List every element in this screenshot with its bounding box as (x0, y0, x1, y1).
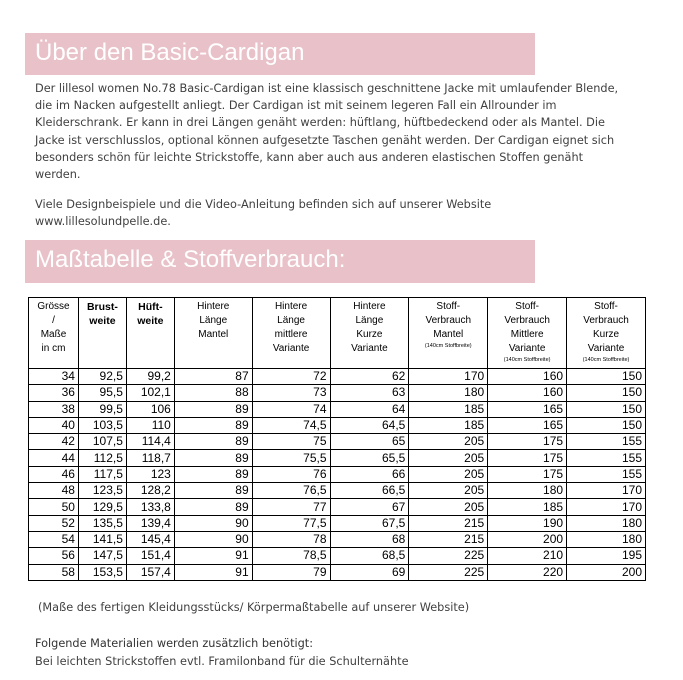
table-cell: 99,5 (78, 401, 126, 417)
table-cell: 42 (29, 434, 79, 450)
table-cell: 78,5 (252, 548, 330, 564)
table-cell: 67 (330, 499, 409, 515)
table-cell: 68,5 (330, 548, 409, 564)
table-cell: 110 (126, 417, 174, 433)
column-header-line: Stoff- (515, 301, 539, 312)
table-cell: 52 (29, 515, 79, 531)
table-cell: 205 (409, 450, 488, 466)
table-row (29, 385, 646, 401)
table-cell: 89 (174, 466, 252, 482)
table-cell: 170 (567, 483, 646, 499)
table-cell: 73 (252, 385, 330, 401)
table-cell: 74 (252, 401, 330, 417)
column-header-line: Hintere (274, 301, 308, 312)
table-cell: 106 (126, 401, 174, 417)
table-cell: 95,5 (78, 385, 126, 401)
table-cell: 180 (567, 531, 646, 547)
table-cell: 99,2 (126, 369, 174, 385)
table-cell: 133,8 (126, 499, 174, 515)
table-row (29, 483, 646, 499)
table-cell: 56 (29, 548, 79, 564)
table-cell: 165 (488, 401, 567, 417)
column-header-line: Mantel (433, 329, 464, 340)
table-cell: 145,4 (126, 531, 174, 547)
column-header-line: Brust- (86, 301, 118, 313)
column-header (29, 298, 79, 369)
column-header-line: Mittlere (510, 329, 544, 340)
table-cell: 180 (488, 483, 567, 499)
table-cell: 123,5 (78, 483, 126, 499)
column-header-line: Variante (508, 343, 546, 354)
table-cell: 150 (567, 401, 646, 417)
column-header-line: Länge (199, 315, 228, 326)
table-cell: 77 (252, 499, 330, 515)
table-cell: 64,5 (330, 417, 409, 433)
column-header-line: Variante (351, 343, 388, 354)
table-cell: 89 (174, 434, 252, 450)
table-row (29, 450, 646, 466)
table-cell: 210 (488, 548, 567, 564)
table-cell: 90 (174, 531, 252, 547)
website-paragraph (35, 196, 655, 230)
column-header-line: Variante (587, 343, 625, 354)
column-header (567, 298, 646, 369)
table-cell: 46 (29, 466, 79, 482)
table-row (29, 515, 646, 531)
table-row (29, 434, 646, 450)
table-cell: 153,5 (78, 564, 126, 580)
table-cell: 157,4 (126, 564, 174, 580)
intro-line: werden. (35, 168, 81, 182)
column-header (409, 298, 488, 369)
table-cell: 185 (488, 499, 567, 515)
table-cell: 195 (567, 548, 646, 564)
table-cell: 58 (29, 564, 79, 580)
table-cell: 89 (174, 499, 252, 515)
table-footnote: (Maße des fertigen Kleidungsstücks/ Körpermaßtabelle auf unserer Website) (38, 601, 470, 614)
table-cell: 225 (409, 564, 488, 580)
table-cell: 215 (409, 531, 488, 547)
column-header-line: Grösse (37, 301, 70, 312)
table-cell: 69 (330, 564, 409, 580)
table-cell: 150 (567, 385, 646, 401)
table-cell: 48 (29, 483, 79, 499)
table-cell: 91 (174, 564, 252, 580)
table-cell: 76 (252, 466, 330, 482)
table-cell: 40 (29, 417, 79, 433)
intro-line: Der lillesol women No.78 Basic-Cardigan ist eine klassisch geschnittene Jacke mit umlaufender Blende, (35, 82, 619, 95)
table-cell: 103,5 (78, 417, 126, 433)
column-header-line: in cm (41, 343, 66, 354)
table-cell: 114,4 (126, 434, 174, 450)
column-header-line: Maße (40, 329, 67, 340)
table-cell: 66 (330, 466, 409, 482)
table-cell: 75,5 (252, 450, 330, 466)
table-cell: 185 (409, 417, 488, 433)
table-cell: 89 (174, 450, 252, 466)
table-cell: 63 (330, 385, 409, 401)
table-cell: 205 (409, 466, 488, 482)
table-cell: 129,5 (78, 499, 126, 515)
table-cell: 180 (567, 515, 646, 531)
intro-line: Jacke ist verschlusslos, optional können aufgesetzte Taschen genäht werden. Der Cardigan eignet sich (35, 133, 615, 147)
column-header-line: / (52, 315, 55, 326)
table-cell: 36 (29, 385, 79, 401)
table-cell: 62 (330, 369, 409, 385)
table-cell: 64 (330, 401, 409, 417)
table-cell: 205 (409, 483, 488, 499)
column-header (488, 298, 567, 369)
table-row (29, 417, 646, 433)
table-cell: 147,5 (78, 548, 126, 564)
table-cell: 200 (567, 564, 646, 580)
column-header-line: Länge (355, 315, 384, 326)
table-cell: 200 (488, 531, 567, 547)
table-cell: 155 (567, 450, 646, 466)
table-cell: 44 (29, 450, 79, 466)
table-row (29, 564, 646, 580)
column-header-note: (140cm Stoffbreite) (503, 357, 551, 363)
column-header-line: Verbrauch (425, 315, 472, 326)
table-row (29, 531, 646, 547)
table-row (29, 499, 646, 515)
column-header-line: Hintere (353, 301, 386, 312)
materials-heading: Folgende Materialien werden zusätzlich benötigt: (35, 637, 314, 650)
table-cell: 78 (252, 531, 330, 547)
table-cell: 139,4 (126, 515, 174, 531)
column-header-line: Verbrauch (583, 315, 629, 326)
table-cell: 65,5 (330, 450, 409, 466)
table-cell: 135,5 (78, 515, 126, 531)
section-title-size-table: Maßtabelle & Stoffverbrauch: (25, 240, 535, 283)
column-header (330, 298, 409, 369)
table-cell: 150 (567, 417, 646, 433)
column-header-line: mittlere (274, 329, 308, 340)
table-cell: 91 (174, 548, 252, 564)
table-cell: 141,5 (78, 531, 126, 547)
table-cell: 77,5 (252, 515, 330, 531)
table-cell: 170 (409, 369, 488, 385)
column-header-note: (140cm Stoffbreite) (582, 357, 630, 363)
table-cell: 102,1 (126, 385, 174, 401)
table-cell: 76,5 (252, 483, 330, 499)
table-cell: 128,2 (126, 483, 174, 499)
table-cell: 92,5 (78, 369, 126, 385)
table-cell: 165 (488, 417, 567, 433)
table-row (29, 401, 646, 417)
column-header-line: Mantel (198, 329, 229, 340)
table-cell: 54 (29, 531, 79, 547)
table-cell: 117,5 (78, 466, 126, 482)
table-cell: 66,5 (330, 483, 409, 499)
intro-line: die im Nacken aufgestellt anliegt. Der Cardigan ist mit seinem legeren Fall ein Allrounder im (35, 99, 557, 113)
table-cell: 151,4 (126, 548, 174, 564)
table-cell: 87 (174, 369, 252, 385)
column-header-line: Stoff- (436, 301, 461, 312)
column-header-line: Hintere (197, 301, 230, 312)
table-cell: 89 (174, 483, 252, 499)
table-cell: 74,5 (252, 417, 330, 433)
column-header-line: Länge (277, 315, 305, 326)
intro-line: besonders schön für leichte Strickstoffe, kann aber auch aus anderen elastischen Stoffen genäht (35, 150, 584, 164)
table-cell: 185 (409, 401, 488, 417)
table-cell: 160 (488, 385, 567, 401)
table-cell: 180 (409, 385, 488, 401)
column-header-line: Hüft- (138, 301, 163, 313)
table-cell: 155 (567, 434, 646, 450)
column-header-line: Kurze (592, 329, 620, 340)
table-cell: 50 (29, 499, 79, 515)
column-header (126, 298, 174, 369)
column-header-line: weite (137, 315, 164, 327)
table-cell: 205 (409, 499, 488, 515)
table-cell: 225 (409, 548, 488, 564)
table-cell: 75 (252, 434, 330, 450)
table-cell: 175 (488, 466, 567, 482)
table-cell: 150 (567, 369, 646, 385)
column-header-line: Variante (272, 343, 310, 354)
table-cell: 79 (252, 564, 330, 580)
website-line: Viele Designbeispiele und die Video-Anleitung befinden sich auf unserer Website (35, 198, 492, 211)
table-cell: 190 (488, 515, 567, 531)
section-title-about: Über den Basic-Cardigan (25, 33, 535, 75)
table-cell: 205 (409, 434, 488, 450)
column-header (78, 298, 126, 369)
table-row (29, 369, 646, 385)
table-cell: 175 (488, 450, 567, 466)
table-cell: 34 (29, 369, 79, 385)
table-cell: 175 (488, 434, 567, 450)
table-cell: 215 (409, 515, 488, 531)
table-header-row (29, 298, 646, 369)
table-body (29, 369, 646, 581)
table-cell: 123 (126, 466, 174, 482)
table-cell: 107,5 (78, 434, 126, 450)
column-header-note: (140cm Stoffbreite) (424, 343, 472, 349)
table-row (29, 466, 646, 482)
table-cell: 220 (488, 564, 567, 580)
table-cell: 38 (29, 401, 79, 417)
column-header (174, 298, 252, 369)
table-cell: 89 (174, 401, 252, 417)
column-header-line: Kurze (356, 329, 383, 340)
size-table (28, 297, 646, 581)
website-link[interactable]: www.lillesolundpelle.de. (35, 215, 171, 229)
table-cell: 90 (174, 515, 252, 531)
table-cell: 160 (488, 369, 567, 385)
table-cell: 88 (174, 385, 252, 401)
table-cell: 155 (567, 466, 646, 482)
intro-line: Kleiderschrank. Er kann in drei Längen genäht werden: hüftlang, hüftbedeckend oder als Mantel. Die (35, 116, 605, 130)
table-row (29, 548, 646, 564)
table-cell: 72 (252, 369, 330, 385)
column-header-line: Stoff- (594, 301, 618, 312)
table-cell: 65 (330, 434, 409, 450)
column-header-line: Verbrauch (504, 315, 550, 326)
table-cell: 170 (567, 499, 646, 515)
materials-line: Bei leichten Strickstoffen evtl. Framilonband für die Schulternähte (35, 655, 409, 668)
table-cell: 68 (330, 531, 409, 547)
column-header-line: weite (89, 315, 116, 327)
intro-paragraph (35, 80, 655, 183)
table-cell: 118,7 (126, 450, 174, 466)
table-cell: 112,5 (78, 450, 126, 466)
table-cell: 67,5 (330, 515, 409, 531)
table-cell: 89 (174, 417, 252, 433)
column-header (252, 298, 330, 369)
